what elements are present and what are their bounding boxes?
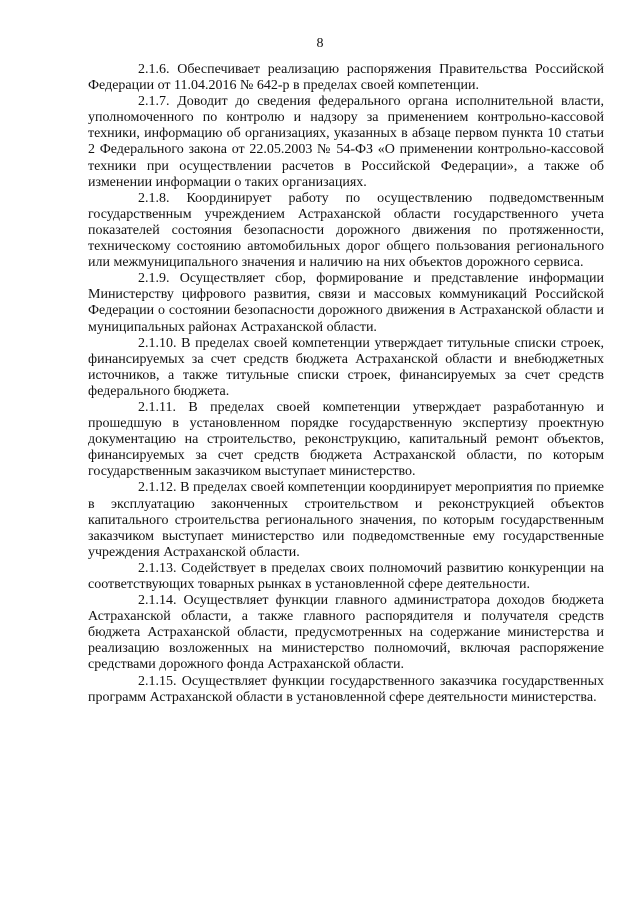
paragraph-2-1-15: 2.1.15. Осуществляет функции государственного заказчика государственных программ Астраханской области в установленной сфере деятельности министерства. — [88, 673, 604, 705]
paragraph-2-1-6: 2.1.6. Обеспечивает реализацию распоряжения Правительства Российской Федерации от 11.04.2016 № 642-р в пределах своей компетенции. — [88, 62, 604, 94]
paragraph-2-1-10: 2.1.10. В пределах своей компетенции утверждает титульные списки строек, финансируемых за счет средств бюджета Астраханской области и внебюджетных источников, а также титульные списки строек, финансируемых за счет средств федерального бюджета. — [88, 335, 604, 399]
paragraph-2-1-8: 2.1.8. Координирует работу по осуществлению подведомственным государственным учреждением Астраханской области государственного учета показателей состояния безопасности дорожного движения по протяженности, техническому состоянию автомобильных дорог общего пользования регионального или межмуниципального значения и наличию на них объектов дорожного сервиса. — [88, 190, 604, 271]
paragraph-2-1-11: 2.1.11. В пределах своей компетенции утверждает разработанную и прошедшую в установленном порядке государственную экспертизу проектную документацию на строительство, реконструкцию, капитальный ремонт объектов, финансируемых за счет средств бюджета Астраханской области, по которым государственным заказчиком выступает министерство. — [88, 399, 604, 480]
paragraph-2-1-13: 2.1.13. Содействует в пределах своих полномочий развитию конкуренции на соответствующих товарных рынках в установленной сфере деятельности. — [88, 560, 604, 592]
page-number: 8 — [316, 36, 324, 51]
paragraph-2-1-14: 2.1.14. Осуществляет функции главного администратора доходов бюджета Астраханской области, а также главного распорядителя и получателя средств бюджета Астраханской области, предусмотренных на содержание министерства и реализацию возложенных на министерство полномочий, включая распоряжение средствами дорожного фонда Астраханской области. — [88, 593, 604, 673]
paragraph-2-1-7: 2.1.7. Доводит до сведения федерального органа исполнительной власти, уполномоченного по контролю и надзору за применением контрольно-кассовой техники, информацию об организациях, указанных в абзаце первом пункта 10 статьи 2 Федерального закона от 22.05.2003 № 54-ФЗ «О применении контрольно-кассовой техники при осуществлении расчетов в Российской Федерации», а также об изменении информации о таких организациях. — [88, 94, 604, 190]
paragraph-2-1-9: 2.1.9. Осуществляет сбор, формирование и представление информации Министерству цифрового развития, связи и массовых коммуникаций Российской Федерации о состоянии безопасности дорожного движения в Астраханской области и муниципальных районах Астраханской области. — [88, 271, 604, 335]
paragraph-2-1-12: 2.1.12. В пределах своей компетенции координирует мероприятия по приемке в эксплуатацию законченных строительством и реконструкцией объектов капитального строительства регионального значения, по которым государственным заказчиком выступает министерство или подведомственные ему государственные учреждения Астраханской области. — [88, 480, 604, 560]
document-body — [88, 62, 604, 706]
